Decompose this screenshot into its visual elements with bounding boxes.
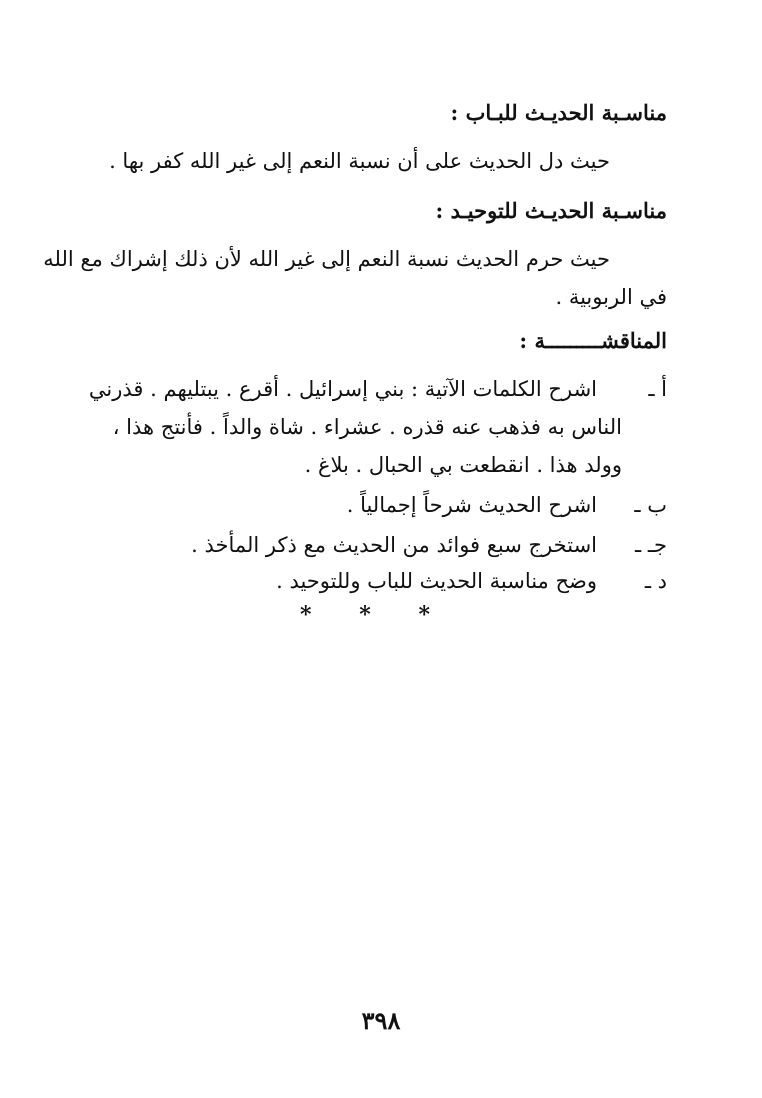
star-icon: * [418,602,430,628]
item-text-line: وضح مناسبة الحديث للباب وللتوحيد . [276,569,597,593]
section-body-tawhid-line-1: حيث حرم الحديث نسبة النعم إلى غير الله لأن ذلك إشراك مع الله [43,247,610,271]
item-text-line: اشرح الحديث شرحاً إجمالياً . [346,493,597,517]
discussion-heading: المناقشـــــــــة : [519,328,667,353]
item-a-continuation-1: الناس به فذهب عنه قذره . عشراء . شاة والداً . فأنتج هذا ، [112,415,622,439]
section-heading-tawhid-relevance: مناسـبة الحديـث للتوحيـد : [435,198,667,223]
item-marker: جـ ـ [635,533,667,557]
discussion-item-d [67,566,667,596]
section-separator [300,602,430,632]
item-marker: ب ـ [634,493,667,517]
item-a-continuation-2: وولد هذا . انقطعت بي الحبال . بلاغ . [304,453,622,477]
item-marker: د ـ [644,569,667,593]
item-marker: أ ـ [648,377,667,401]
item-text-line: استخرج سبع فوائد من الحديث مع ذكر المأخذ . [191,533,597,557]
star-icon: * [300,602,312,628]
section-body-tawhid-line-2: في الربوبية . [555,285,667,309]
section-body-chapter-relevance: حيث دل الحديث على أن نسبة النعم إلى غير الله كفر بها . [109,149,610,173]
section-heading-chapter-relevance: مناسـبة الحديـث للبـاب : [450,100,667,125]
item-text-line: اشرح الكلمات الآتية : بني إسرائيل . أقرع . يبتليهم . قذرني [88,377,597,401]
discussion-item-a [67,374,667,404]
page-number: ٣٩٨ [361,1006,401,1035]
star-icon: * [359,602,371,628]
discussion-item-c [67,530,667,560]
discussion-item-b [67,490,667,520]
